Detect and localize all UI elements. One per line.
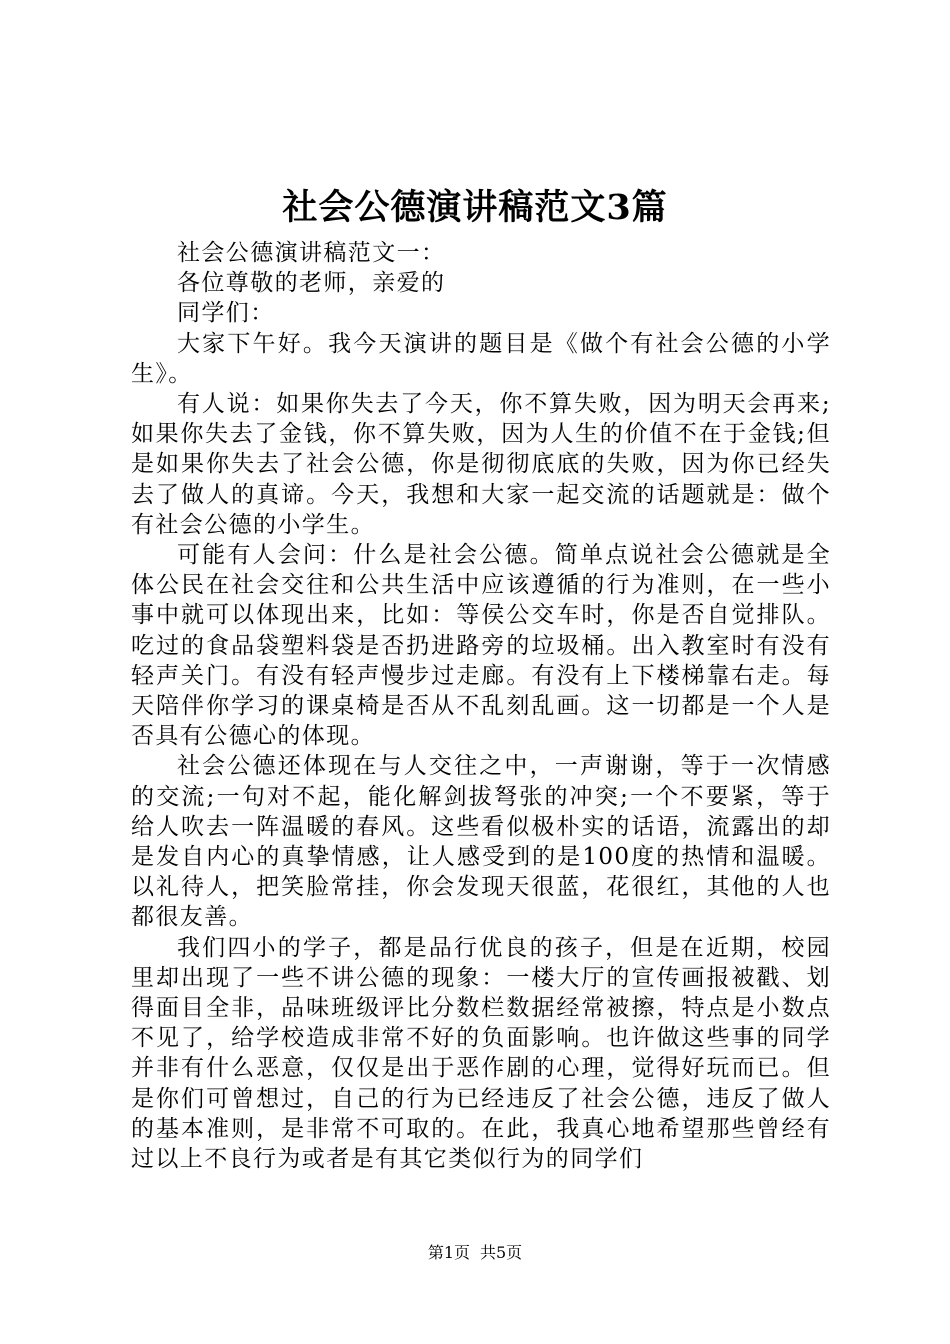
page-number: 第1页 — [427, 1243, 470, 1262]
page-total: 共5页 — [480, 1243, 523, 1262]
page-footer — [0, 1242, 950, 1264]
paragraph: 社会公德还体现在与人交往之中，一声谢谢，等于一次情感的交流;一句对不起，能化解剑拔弩张的冲突;一个不要紧，等于给人吹去一阵温暖的春风。这些看似极朴实的话语，流露出的却是发自内心的真挚情感，让人感受到的是100度的热情和温暖。以礼待人，把笑脸常挂，你会发现天很蓝，花很红，其他的人也都很友善。 — [131, 753, 831, 931]
paragraph-salutation: 各位尊敬的老师，亲爱的 — [177, 270, 446, 297]
paragraph: 大家下午好。我今天演讲的题目是《做个有社会公德的小学生》。 — [131, 330, 831, 387]
paragraph: 我们四小的学子，都是品行优良的孩子，但是在近期，校园里却出现了一些不讲公德的现象：一楼大厅的宣传画报被戳、划得面目全非，品味班级评比分数栏数据经常被擦，特点是小数点不见了，给学校造成非常不好的负面影响。也许做这些事的同学并非有什么恶意，仅仅是出于恶作剧的心理，觉得好玩而已。但是你们可曾想过，自己的行为已经违反了社会公德，违反了做人的基本准则，是非常不可取的。在此，我真心地希望那些曾经有过以上不良行为或者是有其它类似行为的同学们 — [131, 934, 831, 1173]
paragraph-heading: 社会公德演讲稿范文一： — [177, 240, 446, 266]
document-body — [131, 238, 831, 1174]
paragraph-salutation-cont: 同学们： — [177, 300, 275, 327]
paragraph: 有人说：如果你失去了今天，你不算失败，因为明天会再来;如果你失去了金钱，你不算失败，因为人生的价值不在于金钱;但是如果你失去了社会公德，你是彻彻底底的失败，因为你已经失去了做人的真谛。今天，我想和大家一起交流的话题就是：做个有社会公德的小学生。 — [131, 391, 831, 538]
paragraph: 可能有人会问：什么是社会公德。简单点说社会公德就是全体公民在社会交往和公共生活中应该遵循的行为准则，在一些小事中就可以体现出来，比如：等侯公交车时，你是否自觉排队。吃过的食品袋塑料袋是否扔进路旁的垃圾桶。出入教室时有没有轻声关门。有没有轻声慢步过走廊。有没有上下楼梯靠右走。每天陪伴你学习的课桌椅是否从不乱刻乱画。这一切都是一个人是否具有公德心的体现。 — [131, 542, 831, 750]
document-title: 社会公德演讲稿范文3篇 — [282, 187, 668, 228]
